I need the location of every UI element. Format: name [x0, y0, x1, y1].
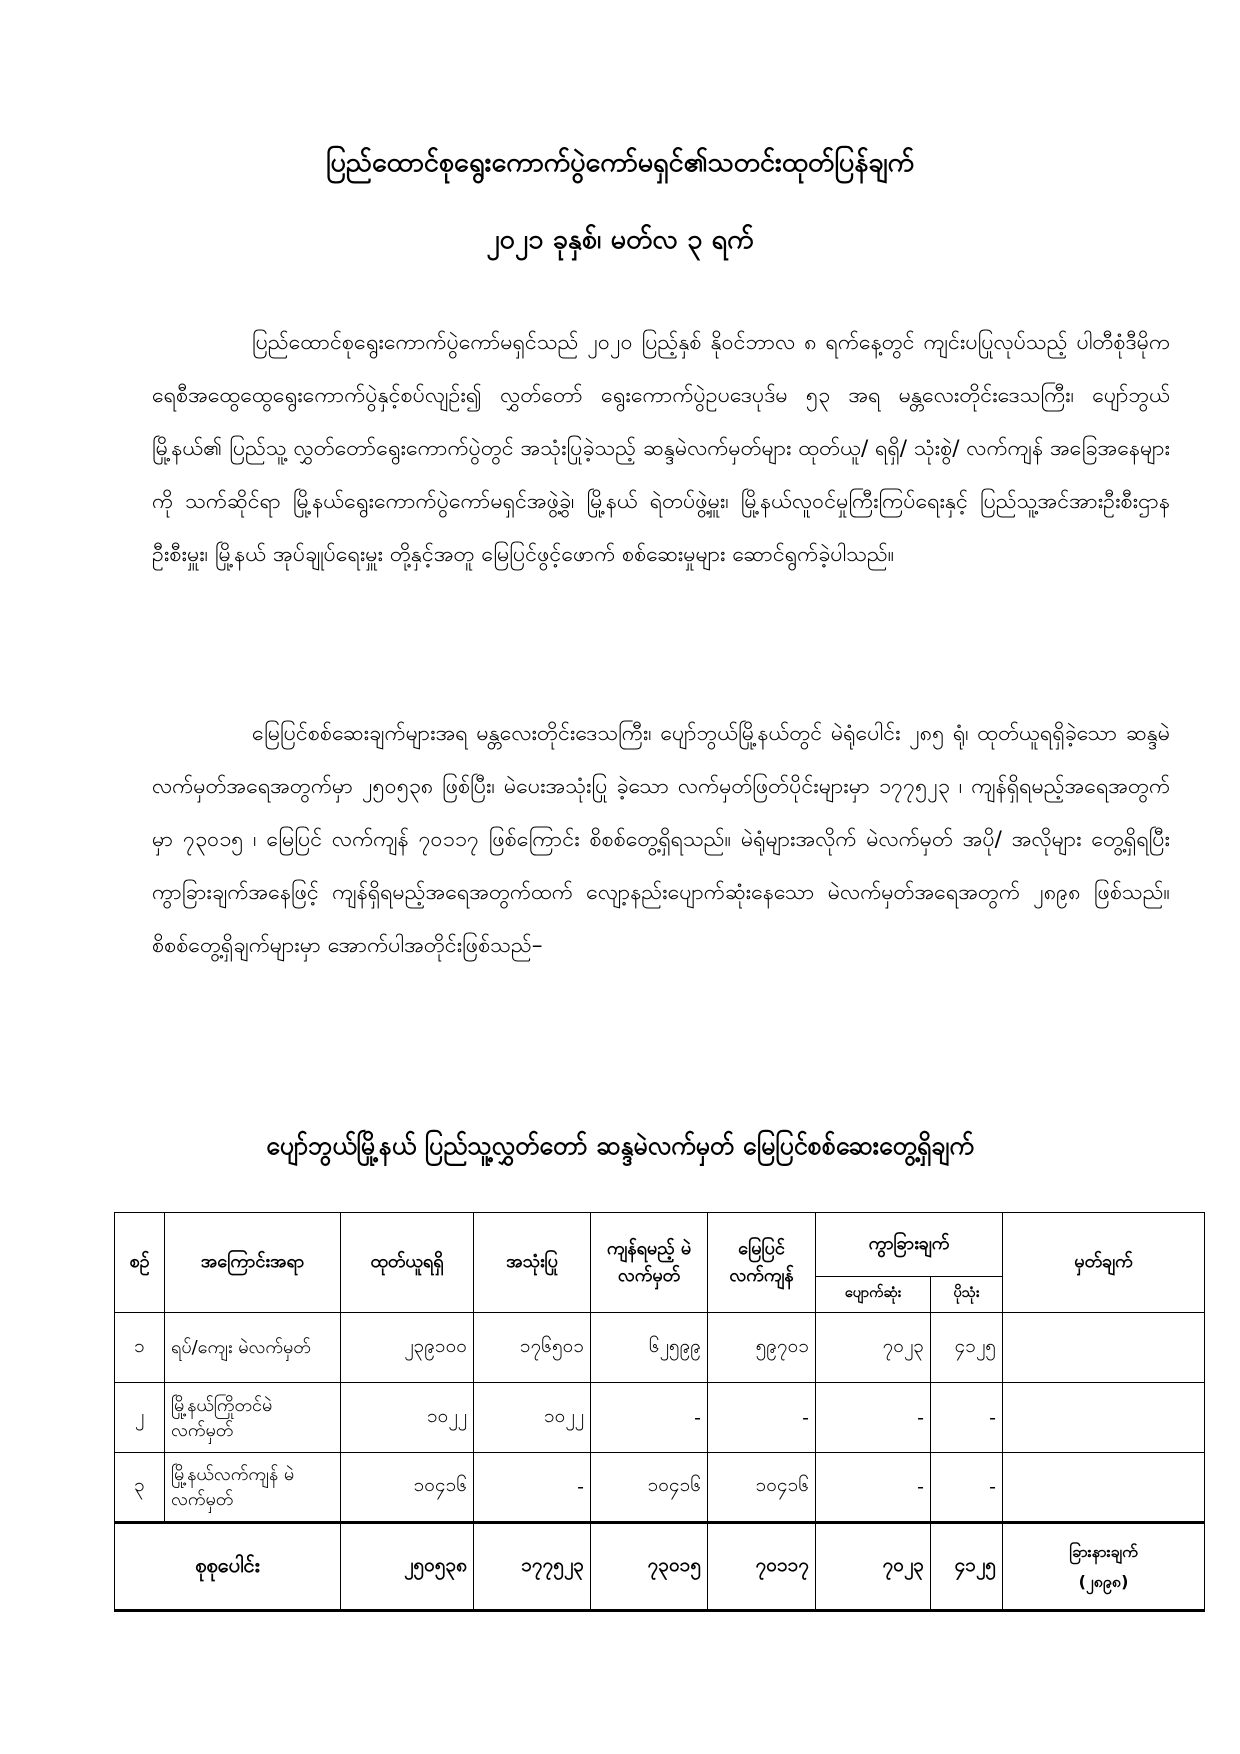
- row-missing: -: [816, 1453, 931, 1523]
- row-missing: -: [816, 1383, 931, 1453]
- paragraph-findings: မြေပြင်စစ်ဆေးချက်များအရ မန္တလေးတိုင်းဒေသကြီး၊ ပျော်ဘွယ်မြို့နယ်တွင် မဲရုံပေါင်း ၂၈၅ ရုံ၊ ထုတ်ယူရရှိခဲ့သော ဆန္ဒမဲလက်မှတ်အရေအတွက်မှာ ၂၅၀၅၃၈ ဖြစ်ပြီး၊ မဲပေးအသုံးပြု ခဲ့သော လက်မှတ်ဖြတ်ပိုင်းများမှာ ၁၇၇၅၂၃ ၊ ကျန်ရှိရမည့်အရေအတွက်မှာ ၇၃၀၁၅ ၊ မြေပြင် လက်ကျန် ၇၀၁၁၇ ဖြစ်ကြောင်း စိစစ်တွေ့ရှိရသည်။ မဲရုံများအလိုက် မဲလက်မှတ် အပို/ အလိုများ တွေ့ရှိရပြီး ကွာခြားချက်အနေဖြင့် ကျန်ရှိရမည့်အရေအတွက်ထက် လျော့နည်းပျောက်ဆုံးနေသော မဲလက်မှတ်အရေအတွက် ၂၈၉၈ ဖြစ်သည်။ စိစစ်တွေ့ရှိချက်များမှာ အောက်ပါအတိုင်းဖြစ်သည်–: [152, 721, 1170, 958]
- header-difference: ကွာခြားချက်: [816, 1213, 1003, 1277]
- table-title: ပျော်ဘွယ်မြို့နယ် ပြည်သူ့လွှတ်တော် ဆန္ဒမဲလက်မှတ် မြေပြင်စစ်ဆေးတွေ့ရှိချက်: [266, 1131, 974, 1160]
- row-used: -: [474, 1453, 591, 1523]
- total-label: စုစုပေါင်း: [115, 1523, 341, 1611]
- row-sn: ၃: [115, 1453, 165, 1523]
- total-remark: [1003, 1523, 1205, 1611]
- header-ground-balance: မြေပြင် လက်ကျန်: [708, 1213, 816, 1313]
- total-excess: ၄၁၂၅: [931, 1523, 1003, 1611]
- total-remark-value: (၂၈၉၈): [1078, 1571, 1129, 1591]
- row-sn: ၁: [115, 1313, 165, 1383]
- header-missing: ပျောက်ဆုံး: [816, 1277, 931, 1313]
- row-ground-balance: ၅၉၇၀၁: [708, 1313, 816, 1383]
- row-description: ရပ်/ကျေး မဲလက်မှတ်: [165, 1313, 341, 1383]
- row-missing: ၇၀၂၃: [816, 1313, 931, 1383]
- table-row: [115, 1453, 1205, 1523]
- ballot-inspection-table: [114, 1212, 1205, 1612]
- row-description: မြို့နယ်ကြိုတင်မဲ လက်မှတ်: [165, 1383, 341, 1453]
- row-issued: ၁၀၂၂: [341, 1383, 474, 1453]
- header-remaining-expected: ကျန်ရမည့် မဲလက်မှတ်: [591, 1213, 708, 1313]
- row-remark: [1003, 1453, 1205, 1523]
- row-remaining-expected: ၁၀၄၁၆: [591, 1453, 708, 1523]
- row-ground-balance: -: [708, 1383, 816, 1453]
- header-sn: စဉ်: [115, 1213, 165, 1313]
- row-remark: [1003, 1383, 1205, 1453]
- total-row: [115, 1523, 1205, 1611]
- header-description: အကြောင်းအရာ: [165, 1213, 341, 1313]
- page-title: ပြည်ထောင်စုရွေးကောက်ပွဲကော်မရှင်၏သတင်းထုတ်ပြန်ချက်: [325, 147, 915, 178]
- total-ground-balance: ၇၀၁၁၇: [708, 1523, 816, 1611]
- header-excess: ပိုသုံး: [931, 1277, 1003, 1313]
- row-used: ၁၀၂၂: [474, 1383, 591, 1453]
- row-excess: ၄၁၂၅: [931, 1313, 1003, 1383]
- table-row: [115, 1383, 1205, 1453]
- row-excess: -: [931, 1383, 1003, 1453]
- row-used: ၁၇၆၅၀၁: [474, 1313, 591, 1383]
- row-remark: [1003, 1313, 1205, 1383]
- row-ground-balance: ၁၀၄၁၆: [708, 1453, 816, 1523]
- row-description: မြို့နယ်လက်ကျန် မဲလက်မှတ်: [165, 1453, 341, 1523]
- page-date: ၂၀၂၁ ခုနှစ်၊ မတ်လ ၃ ရက်: [486, 224, 754, 255]
- row-issued: ၁၀၄၁၆: [341, 1453, 474, 1523]
- total-remaining-expected: ၇၃၀၁၅: [591, 1523, 708, 1611]
- total-remark-label: ခြားနားချက်: [1069, 1541, 1138, 1561]
- header-issued: ထုတ်ယူရရှိ: [341, 1213, 474, 1313]
- total-used: ၁၇၇၅၂၃: [474, 1523, 591, 1611]
- paragraph-intro: ပြည်ထောင်စုရွေးကောက်ပွဲကော်မရှင်သည် ၂၀၂၀ ပြည့်နှစ် နိုဝင်ဘာလ ၈ ရက်နေ့တွင် ကျင်းပပြုလုပ်သည့် ပါတီစုံဒီမိုကရေစီအထွေထွေရွေးကောက်ပွဲနှင့်စပ်လျဉ်း၍ လွှတ်တော် ရွေးကောက်ပွဲဥပဒေပုဒ်မ ၅၃ အရ မန္တလေးတိုင်းဒေသကြီး၊ ပျော်ဘွယ်မြို့နယ်၏ ပြည်သူ့ လွှတ်တော်ရွေးကောက်ပွဲတွင် အသုံးပြုခဲ့သည့် ဆန္ဒမဲလက်မှတ်များ ထုတ်ယူ/ ရရှိ/ သုံးစွဲ/ လက်ကျန် အခြေအနေများကို သက်ဆိုင်ရာ မြို့နယ်ရွေးကောက်ပွဲကော်မရှင်အဖွဲ့ခွဲ၊ မြို့နယ် ရဲတပ်ဖွဲ့မှူး၊ မြို့နယ်လူဝင်မှုကြီးကြပ်ရေးနှင့် ပြည်သူ့အင်အားဦးစီးဌာနဦးစီးမှူး၊ မြို့နယ် အုပ်ချုပ်ရေးမှူး တို့နှင့်အတူ မြေပြင်ဖွင့်ဖောက် စစ်ဆေးမှုများ ဆောင်ရွက်ခဲ့ပါသည်။: [152, 330, 1170, 567]
- header-remark: မှတ်ချက်: [1003, 1213, 1205, 1313]
- total-issued: ၂၅၀၅၃၈: [341, 1523, 474, 1611]
- row-sn: ၂: [115, 1383, 165, 1453]
- row-remaining-expected: ၆၂၅၉၉: [591, 1313, 708, 1383]
- header-used: အသုံးပြု: [474, 1213, 591, 1313]
- row-issued: ၂၃၉၁၀၀: [341, 1313, 474, 1383]
- table-row: [115, 1313, 1205, 1383]
- row-excess: -: [931, 1453, 1003, 1523]
- row-remaining-expected: -: [591, 1383, 708, 1453]
- total-missing: ၇၀၂၃: [816, 1523, 931, 1611]
